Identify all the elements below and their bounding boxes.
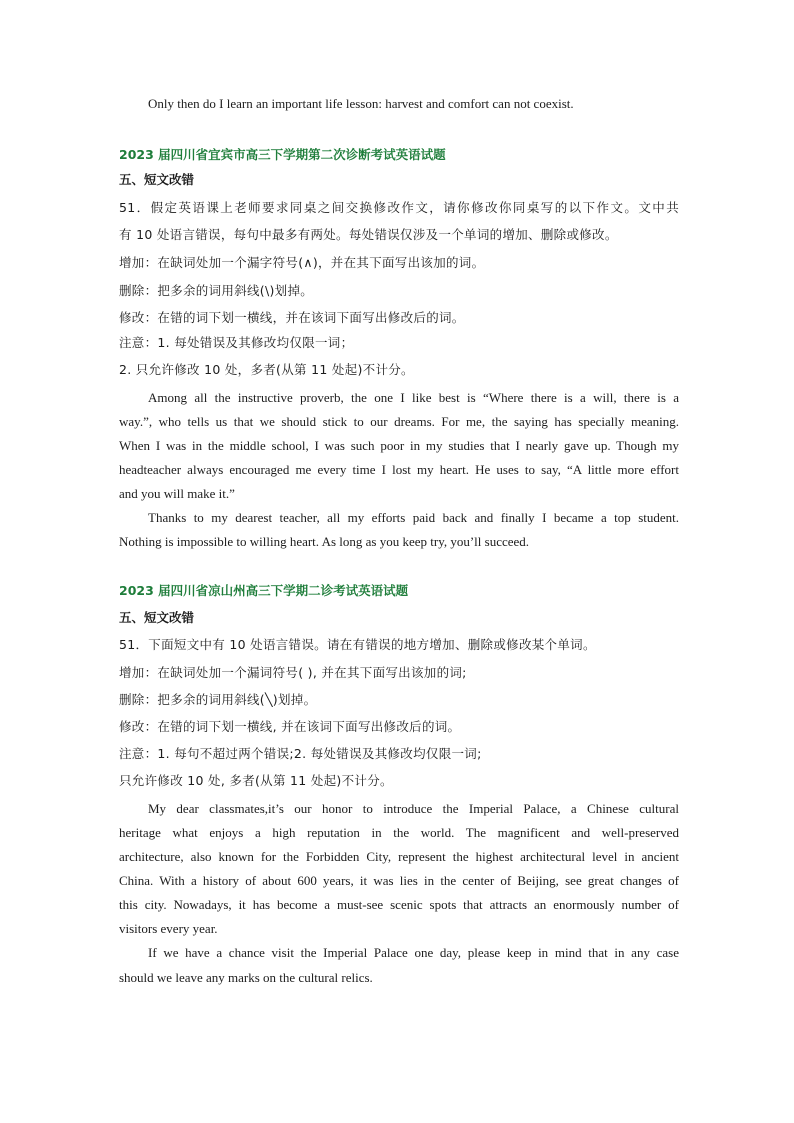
- section2-instruction: 增加：在缺词处加一个漏词符号( ), 并在其下面写出该加的词;: [119, 665, 467, 680]
- section2-passage-line: this city. Nowadays, it has become a must-see scenic spots that attracts an enormously number of: [119, 897, 679, 912]
- section2-instruction: 注意：1. 每句不超过两个错误;2. 每处错误及其修改均仅限一词;: [119, 746, 482, 761]
- section1-instruction: 51．假定英语课上老师要求同桌之间交换修改作文，请你修改你同桌写的以下作文。文中共: [119, 200, 679, 215]
- section1-passage-line: Among all the instructive proverb, the one I like best is “Where there is a will, there is a: [148, 390, 679, 405]
- section2-passage-line: architecture, also known for the Forbidden City, represent the highest architectural level in ancient: [119, 849, 679, 864]
- section2-title: 2023 届四川省凉山州高三下学期二诊考试英语试题: [119, 583, 409, 598]
- section2-heading: 五、短文改错: [119, 610, 195, 625]
- closing-line: Only then do I learn an important life lesson: harvest and comfort can not coexist.: [148, 96, 574, 111]
- section2-passage-line: should we leave any marks on the cultural relics.: [119, 970, 373, 985]
- section2-passage-line: If we have a chance visit the Imperial Palace one day, please keep in mind that in any case: [148, 945, 679, 960]
- section2-passage-line: My dear classmates,it’s our honor to introduce the Imperial Palace, a Chinese cultural: [148, 801, 679, 816]
- section1-passage-line: and you will make it.”: [119, 486, 235, 501]
- section1-instruction: 删除：把多余的词用斜线(\)划掉。: [119, 283, 314, 298]
- section1-passage-line: When I was in the middle school, I was such poor in my studies that I nearly gave up. Though my: [119, 438, 679, 453]
- section1-instruction: 有 10 处语言错误，每句中最多有两处。每处错误仅涉及一个单词的增加、删除或修改。: [119, 227, 618, 242]
- section1-passage-line: headteacher always encouraged me every time I lost my heart. He uses to say, “A little more effort: [119, 462, 679, 477]
- section2-passage-line: China. With a history of about 600 years, it was lies in the center of Beijing, see great changes of: [119, 873, 679, 888]
- section2-instruction: 51．下面短文中有 10 处语言错误。请在有错误的地方增加、删除或修改某个单词。: [119, 637, 596, 652]
- section1-title: 2023 届四川省宜宾市高三下学期第二次诊断考试英语试题: [119, 147, 446, 162]
- section1-instruction: 增加：在缺词处加一个漏字符号(∧)，并在其下面写出该加的词。: [119, 255, 485, 270]
- section1-passage-line: Nothing is impossible to willing heart. As long as you keep try, you’ll succeed.: [119, 534, 530, 549]
- section2-instruction: 修改：在错的词下划一横线, 并在该词下面写出修改后的词。: [119, 719, 461, 734]
- section2-instruction: 只允许修改 10 处, 多者(从第 11 处起)不计分。: [119, 773, 393, 788]
- section2-passage-line: heritage what enjoys a high reputation in the world. The magnificent and well-preserved: [119, 825, 679, 840]
- section2-instruction: 删除：把多余的词用斜线(╲)划掉。: [119, 692, 317, 707]
- section1-heading: 五、短文改错: [119, 172, 195, 187]
- section2-passage-line: visitors every year.: [119, 921, 218, 936]
- section1-instruction: 2. 只允许修改 10 处，多者(从第 11 处起)不计分。: [119, 362, 414, 377]
- section1-instruction: 修改：在错的词下划一横线，并在该词下面写出修改后的词。: [119, 310, 465, 325]
- section1-passage-line: Thanks to my dearest teacher, all my efforts paid back and finally I became a top student.: [148, 510, 679, 525]
- section1-passage-line: way.”, who tells us that we should stick to our dreams. For me, the saying has specially meaning.: [119, 414, 679, 429]
- section1-instruction: 注意：1. 每处错误及其修改均仅限一词；: [119, 335, 354, 350]
